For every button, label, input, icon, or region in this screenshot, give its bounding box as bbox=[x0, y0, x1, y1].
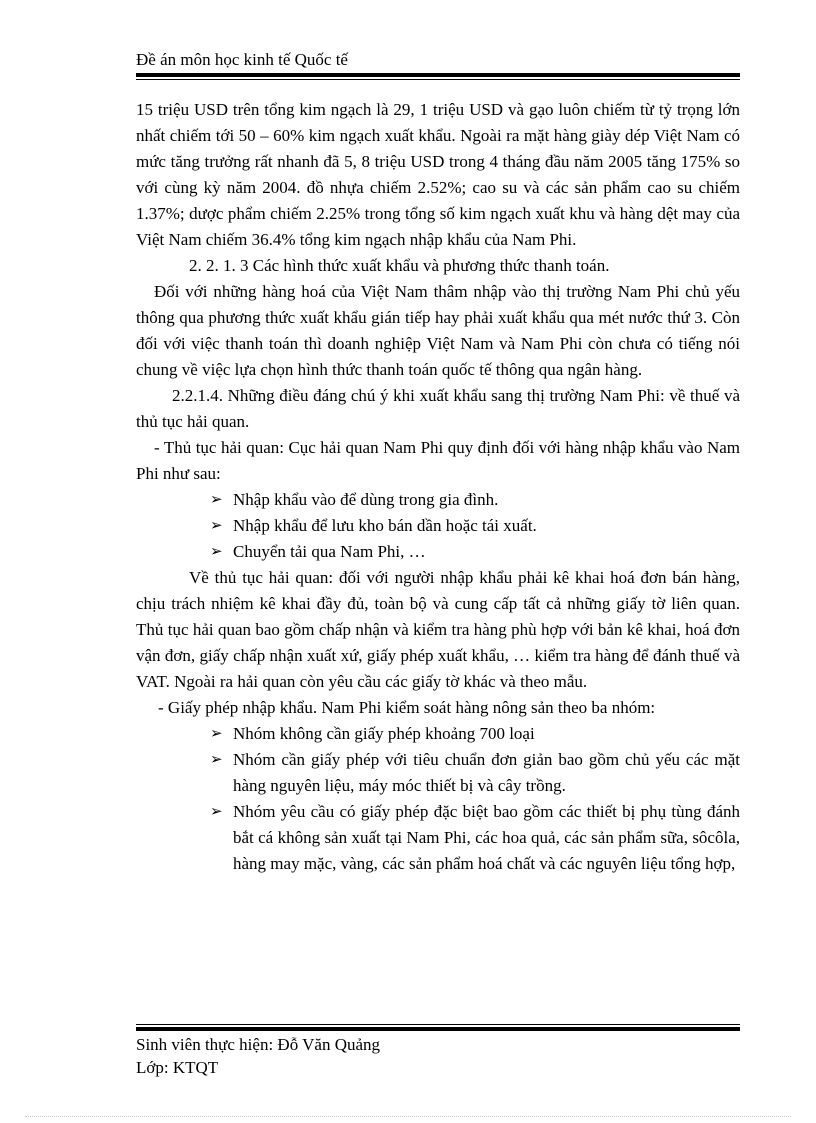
bullet-item: ➢ Nhóm cần giấy phép với tiêu chuẩn đơn giản bao gồm chủ yếu các mặt hàng nguyên liệu, máy móc thiết bị và cây trồng. bbox=[136, 747, 740, 799]
footer-rule-thick bbox=[136, 1027, 740, 1031]
footer-class: Lớp: KTQT bbox=[136, 1058, 219, 1077]
paragraph-export-methods: Đối với những hàng hoá của Việt Nam thâm nhập vào thị trường Nam Phi chủ yếu thông qua phương thức xuất khẩu gián tiếp hay phải xuất khẩu qua mét nước thứ 3. Còn đối với việc thanh toán thì doanh nghiệp Việt Nam và Nam Phi còn chưa có tiếng nói chung về việc lựa chọn hình thức thanh toán quốc tế thông qua ngân hàng. bbox=[136, 282, 740, 379]
header-rule-thick bbox=[136, 73, 740, 77]
arrow-bullet-icon: ➢ bbox=[210, 726, 223, 742]
footer-rule-thin bbox=[136, 1024, 740, 1025]
arrow-bullet-icon: ➢ bbox=[210, 752, 223, 768]
header-rule-thin bbox=[136, 79, 740, 80]
arrow-bullet-icon: ➢ bbox=[210, 518, 223, 534]
section-heading-2-2-1-4: 2.2.1.4. Những điều đáng chú ý khi xuất khẩu sang thị trường Nam Phi: về thuế và thủ tục hải quan. bbox=[136, 386, 740, 431]
paragraph-import-license: - Giấy phép nhập khẩu. Nam Phi kiểm soát hàng nông sản theo ba nhóm: bbox=[158, 698, 656, 717]
paragraph-export-figures: 15 triệu USD trên tổng kim ngạch là 29, 1 triệu USD và gạo luôn chiếm từ tỷ trọng lớn nhất chiếm tới 50 – 60% kim ngạch xuất khẩu. Ngoài ra mặt hàng giày dép Việt Nam có mức tăng trưởng rất nhanh đã 5, 8 triệu USD trong 4 tháng đầu năm 2005 tăng 175% so với cùng kỳ năm 2004. đồ nhựa chiếm 2.52%; cao su và các sản phẩm cao su chiếm 1.37%; dược phẩm chiếm 2.25% trong tổng số kim ngạch xuất khu và hàng dệt may của Việt Nam chiếm 36.4% tổng kim ngạch nhập khẩu của Nam Phi. bbox=[136, 100, 740, 249]
paragraph-customs-details: Về thủ tục hải quan: đối với người nhập khẩu phải kê khai hoá đơn bán hàng, chịu trách nhiệm kê khai đầy đủ, toàn bộ và cung cấp tất cả những giấy tờ liên quan. Thủ tục hải quan bao gồm chấp nhận và kiểm tra hàng phù hợp với bản kê khai, hoá đơn vận đơn, giấy chấp nhận xuất xứ, giấy phép xuất khẩu, … kiểm tra hàng để đánh thuế và VAT. Ngoài ra hải quan còn yêu cầu các giấy tờ khác và theo mẫu. bbox=[136, 568, 740, 691]
bullet-item: ➢ Nhập khẩu để lưu kho bán dần hoặc tái xuất. bbox=[136, 513, 740, 539]
header-title: Đề án môn học kinh tế Quốc tế bbox=[136, 50, 348, 69]
bullet-item: ➢ Nhóm yêu cầu có giấy phép đặc biệt bao gồm các thiết bị phụ tùng đánh bắt cá không sản xuất tại Nam Phi, các hoa quả, các sản phẩm sữa, sôcôla, hàng may mặc, vàng, các sản phẩm hoá chất và các nguyên liệu tổng hợp, bbox=[136, 799, 740, 877]
bullet-item: ➢ Nhập khẩu vào để dùng trong gia đình. bbox=[136, 487, 740, 513]
footer bbox=[136, 1033, 380, 1079]
bullet-item: ➢ Nhóm không cần giấy phép khoảng 700 loại bbox=[136, 721, 740, 747]
footer-student: Sinh viên thực hiện: Đỗ Văn Quảng bbox=[136, 1035, 381, 1054]
arrow-bullet-icon: ➢ bbox=[210, 804, 223, 820]
document-body bbox=[136, 97, 740, 877]
arrow-bullet-icon: ➢ bbox=[210, 544, 223, 560]
bullet-item: ➢ Chuyển tải qua Nam Phi, … bbox=[136, 539, 740, 565]
section-heading-2-2-1-3: 2. 2. 1. 3 Các hình thức xuất khẩu và phương thức thanh toán. bbox=[189, 256, 610, 275]
paragraph-customs-procedure: - Thủ tục hải quan: Cục hải quan Nam Phi quy định đối với hàng nhập khẩu vào Nam Phi như sau: bbox=[136, 438, 740, 483]
page-bottom-border bbox=[25, 1116, 791, 1117]
arrow-bullet-icon: ➢ bbox=[210, 492, 223, 508]
